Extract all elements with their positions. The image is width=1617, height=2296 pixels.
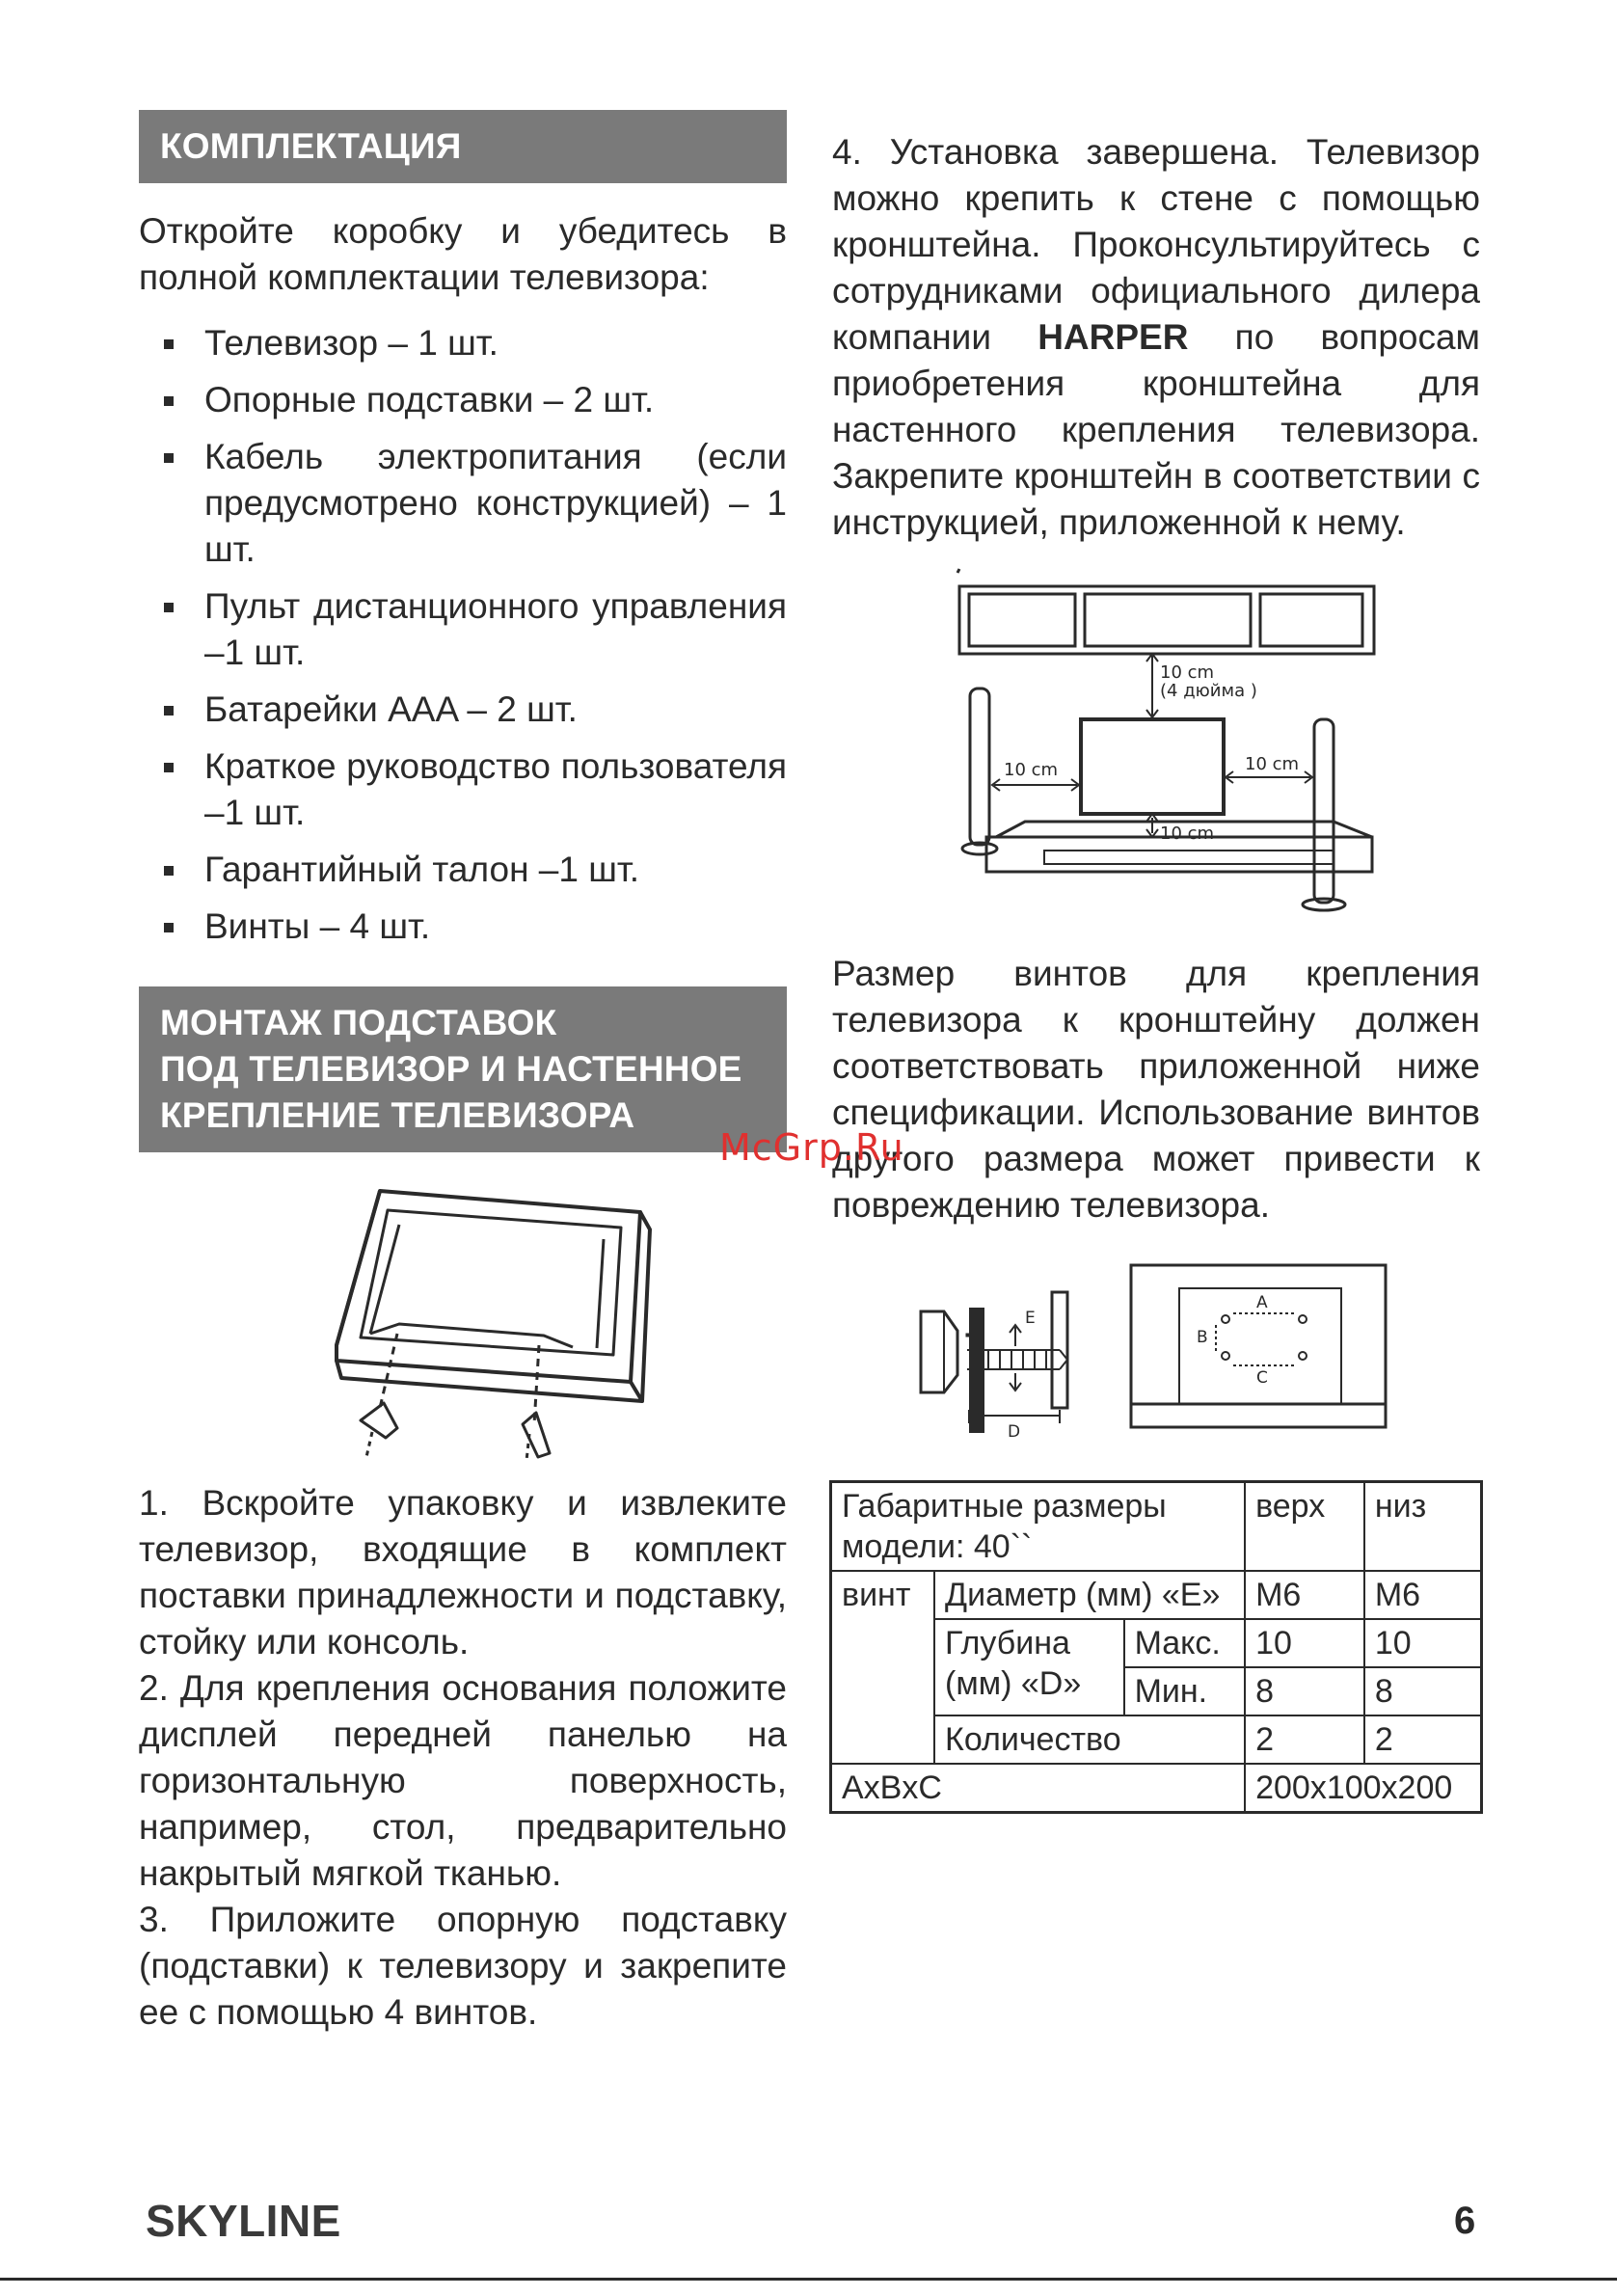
list-item: Пульт дистанционного управления –1 шт. <box>139 583 787 676</box>
brand-harper: HARPER <box>1038 317 1189 357</box>
bottom-rule <box>0 2278 1617 2281</box>
list-item: Опорные подставки – 2 шт. <box>139 377 787 423</box>
table-header-bottom: низ <box>1364 1482 1482 1572</box>
mount-section-banner <box>139 986 787 1152</box>
table-cell: M6 <box>1245 1571 1364 1619</box>
table-cell-max: Макс. <box>1124 1619 1246 1667</box>
table-cell: M6 <box>1364 1571 1482 1619</box>
screw-spec-table <box>829 1480 1483 1814</box>
table-cell: 8 <box>1245 1667 1364 1715</box>
vesa-C-label: C <box>1256 1368 1268 1388</box>
step-1: 1. Вскройте упаковку и извлеките телевизор, входящие в комплект поставки принадлежности и подставку, стойку или консоль. <box>139 1483 787 1661</box>
bracket-mount <box>921 1311 957 1392</box>
table-cell: 10 <box>1245 1619 1364 1667</box>
clearance-bottom-label: 10 cm <box>1160 824 1215 844</box>
step-2: 2. Для крепления основания положите дисплей передней панелью на горизонтальную поверхность, например, стол, предварительно накрытый мягкой тканью. <box>139 1668 787 1893</box>
bullet-icon <box>164 706 174 716</box>
table-cell-axbxc: AxBxC <box>831 1764 1246 1813</box>
stand-leg-left <box>361 1403 397 1438</box>
bullet-icon <box>164 339 174 349</box>
table-row <box>831 1482 1482 1572</box>
mount-title-line: МОНТАЖ ПОДСТАВОК <box>160 1003 557 1042</box>
kit-list <box>139 320 787 950</box>
table-cell-diameter: Диаметр (мм) «E» <box>934 1571 1245 1619</box>
table-cell: 10 <box>1364 1619 1482 1667</box>
tv-panel <box>1081 719 1224 814</box>
list-item: Краткое руководство пользователя –1 шт. <box>139 743 787 836</box>
screw-note: Размер винтов для крепления телевизора к кронштейну должен соответствовать приложенной ниже спецификации. Использование винтов другого размера может привести к повреждению телевизора. <box>832 954 1480 1225</box>
bullet-icon <box>164 603 174 612</box>
vesa-B-label: B <box>1197 1328 1208 1347</box>
clearance-top-inch-label: (4 дюйма ) <box>1160 681 1257 701</box>
wall-shelf <box>959 586 1374 654</box>
table-header-model: Габаритные размеры модели: 40`` <box>831 1482 1246 1572</box>
stand-assembly-illustration <box>139 1172 787 1461</box>
kit-section-title: КОМПЛЕКТАЦИЯ <box>160 126 462 166</box>
kit-intro: Откройте коробку и убедитесь в полной комплектации телевизора: <box>139 211 787 297</box>
stand-leg-right <box>523 1413 550 1457</box>
table-cell-min: Мин. <box>1124 1667 1246 1715</box>
list-item: Гарантийный талон –1 шт. <box>139 847 787 893</box>
right-column <box>832 129 1480 1464</box>
bullet-icon <box>164 396 174 406</box>
list-item: Винты – 4 шт. <box>139 904 787 950</box>
table-cell: 200x100x200 <box>1245 1764 1481 1813</box>
table-row <box>831 1571 1482 1619</box>
list-item: Кабель электропитания (если предусмотрено конструкцией) – 1 шт. <box>139 434 787 573</box>
clearance-top-label: 10 cm <box>1160 662 1215 683</box>
clearance-right-label: 10 cm <box>1245 754 1300 774</box>
mount-title-line: ПОД ТЕЛЕВИЗОР И НАСТЕННОЕ <box>160 1049 742 1089</box>
footer-brand-logo: SKYLINE <box>146 2196 341 2246</box>
screw-E-label: E <box>1025 1309 1036 1328</box>
left-column <box>139 110 787 2036</box>
list-item: Батарейки AAA – 2 шт. <box>139 687 787 733</box>
clearance-left-label: 10 cm <box>1004 760 1059 780</box>
step-3: 3. Приложите опорную подставку (подставки) к телевизору и закрепите ее с помощью 4 винтов. <box>139 1900 787 2032</box>
table-cell-depth: Глубина (мм) «D» <box>934 1619 1124 1715</box>
screw-D-label: D <box>1008 1422 1021 1442</box>
screw-vesa-illustration <box>832 1250 1480 1464</box>
vesa-A-label: A <box>1256 1293 1268 1312</box>
bullet-icon <box>164 763 174 772</box>
step-4: 4. Установка завершена. Телевизор можно крепить к стене с помощью кронштейна. Проконсультируйтесь с сотрудниками официального дилера компании HARPER по вопросам приобретения кронштейна для настенного крепления телевизора. Закрепите кронштейн в соответствии с инструкцией, приложенной к нему. <box>832 132 1480 542</box>
table-cell-quantity: Количество <box>934 1715 1245 1764</box>
table-cell: 2 <box>1245 1715 1364 1764</box>
table-cell: 2 <box>1364 1715 1482 1764</box>
speaker-left <box>970 689 989 845</box>
speaker-right <box>1314 719 1334 903</box>
bullet-icon <box>164 453 174 463</box>
mount-title-line: КРЕПЛЕНИЕ ТЕЛЕВИЗОРА <box>160 1095 635 1135</box>
wall-clearance-illustration <box>832 565 1480 912</box>
tv-screen <box>361 1210 621 1355</box>
list-item: Телевизор – 1 шт. <box>139 320 787 366</box>
wall-section <box>969 1308 984 1433</box>
table-row <box>831 1764 1482 1813</box>
kit-section-banner <box>139 110 787 183</box>
bullet-icon <box>164 866 174 876</box>
watermark: McGrp.Ru <box>719 1126 904 1169</box>
page-number: 6 <box>1454 2200 1476 2242</box>
table-cell: 8 <box>1364 1667 1482 1715</box>
bullet-icon <box>164 923 174 932</box>
table-cell-screw: винт <box>831 1571 935 1764</box>
table-header-top: верх <box>1245 1482 1364 1572</box>
